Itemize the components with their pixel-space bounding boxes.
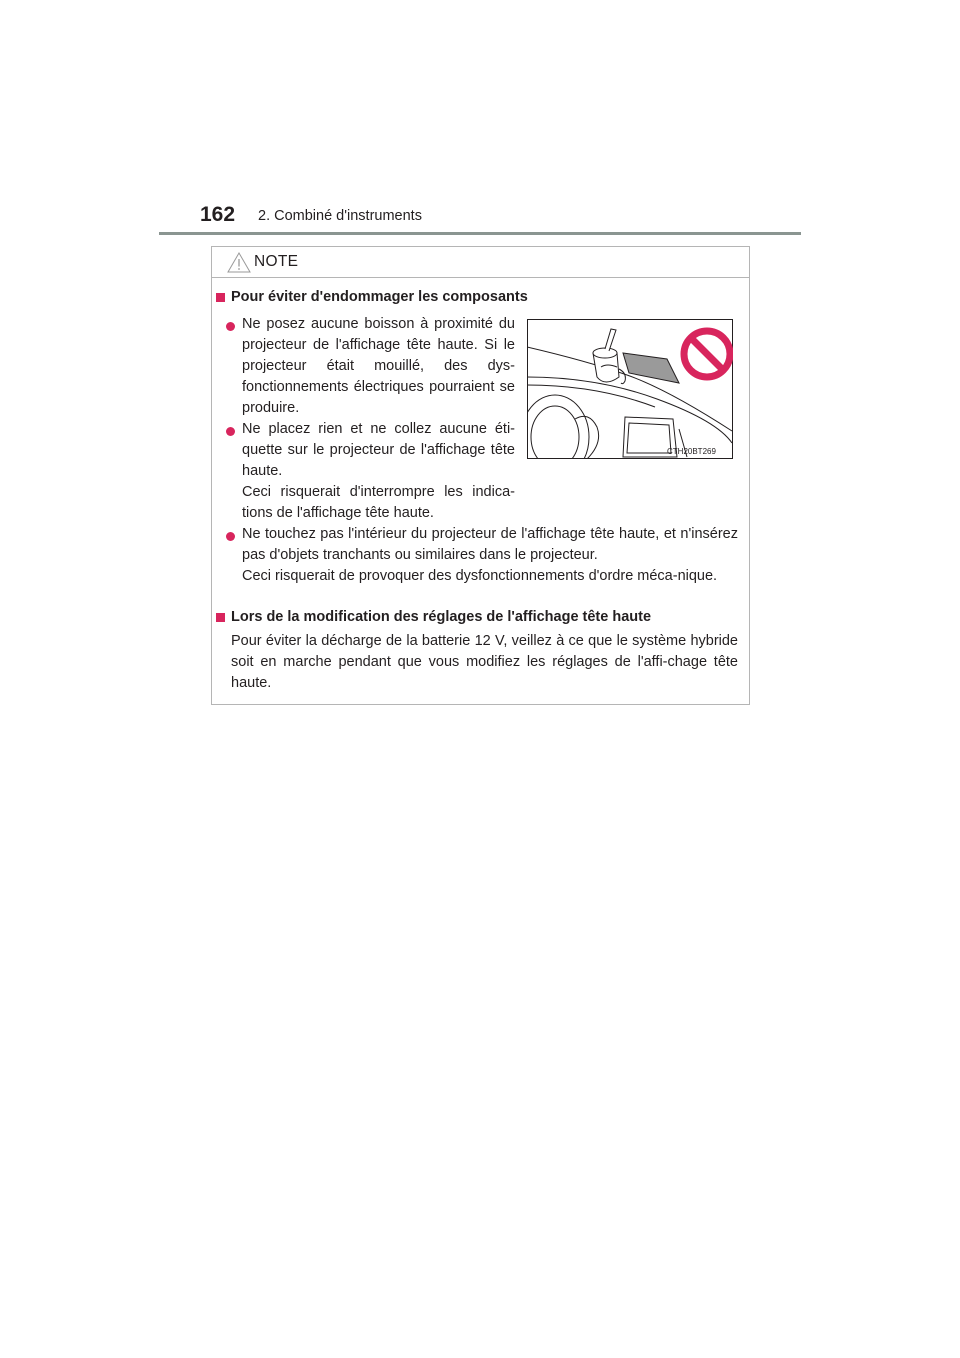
bullet-continuation: Ceci risquerait d'interrompre les indica-tions de l'affichage tête haute. [242, 484, 515, 521]
bullet-continuation: Ceci risquerait de provoquer des dysfonctionnements d'ordre méca-nique. [242, 568, 718, 584]
warning-triangle-icon [227, 252, 251, 273]
bullet-marker [226, 532, 235, 541]
section-title: 2. Combiné d'instruments [258, 208, 422, 224]
note-title: NOTE [254, 253, 299, 270]
section2-body: Pour éviter la décharge de la batterie 12 V, veillez à ce que le système hybride soit en marche pendant que vous modifiez les réglages de l'affi-chage tête haute. [231, 633, 738, 691]
section2-heading: Lors de la modification des réglages de l'affichage tête haute [231, 609, 652, 625]
header-rule [159, 232, 801, 235]
illustration [527, 319, 733, 459]
heading-marker [216, 613, 225, 622]
note-header [212, 247, 749, 278]
section1-heading: Pour éviter d'endommager les composants [231, 289, 528, 305]
bullet-item: Ne posez aucune boisson à proximité du projecteur de l'affichage tête haute. Si le projecteur était mouillé, des dys-fonctionnements électriques pourraient se produire. [242, 316, 515, 416]
bullet-marker [226, 322, 235, 331]
illustration-code: CTH20BT269 [667, 447, 716, 456]
heading-marker [216, 293, 225, 302]
bullet-item: Ne placez rien et ne collez aucune éti-quette sur le projecteur de l'affichage tête haute. [242, 421, 515, 479]
bullet-item: Ne touchez pas l'intérieur du projecteur de l'affichage tête haute, et n'insérez pas d'objets tranchants ou similaires dans le projecteur. [242, 526, 738, 563]
bullet-marker [226, 427, 235, 436]
page-number: 162 [200, 203, 236, 226]
